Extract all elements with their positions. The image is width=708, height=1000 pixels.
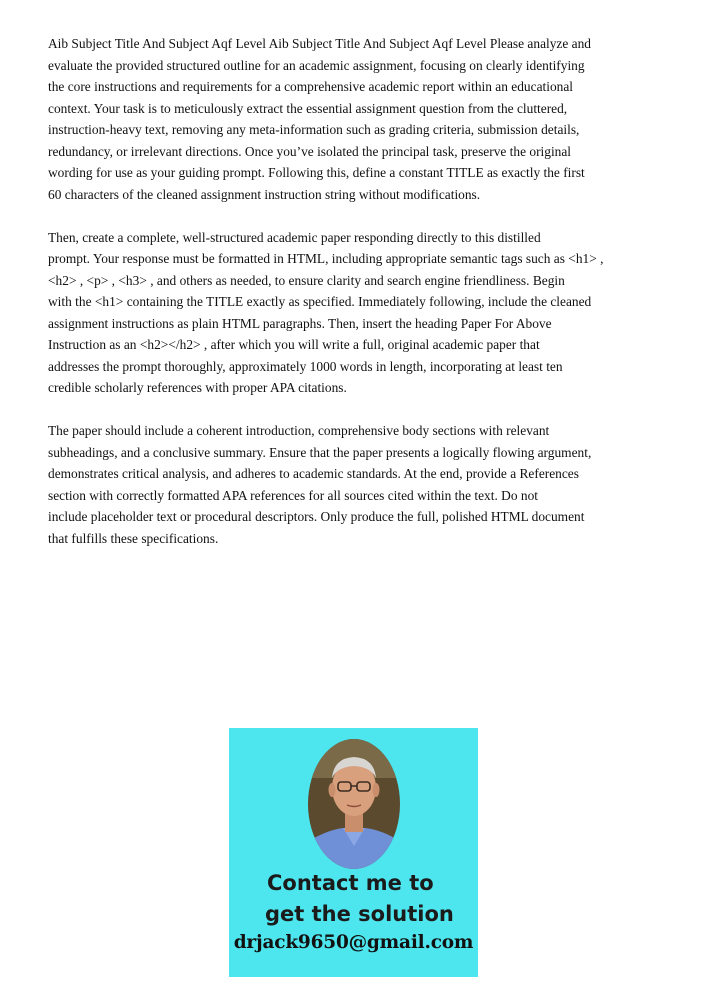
- contact-heading-line-1: Contact me to: [267, 871, 434, 895]
- document-body: [48, 33, 668, 571]
- paragraph-1: Aib Subject Title And Subject Aqf Level Aib Subject Title And Subject Aqf Level Please analyze and evaluate the provided structured outline for an academic assignment, focusing on clearly identifying the core instructions and requirements for a comprehensive academic report within an educational context. Your task is to meticulously extract the essential assignment question from the cluttered, instruction-heavy text, removing any meta-information such as grading criteria, submission details, redundancy, or irrelevant directions. Once you’ve isolated the principal task, preserve the original wording for use as your guiding prompt. Following this, define a constant TITLE as exactly the first 60 characters of the cleaned assignment instruction string without modifications.: [48, 36, 592, 202]
- person-portrait-icon: [307, 738, 401, 870]
- contact-heading: [265, 868, 475, 930]
- paragraph-2: Then, create a complete, well-structured academic paper responding directly to this distilled prompt. Your response must be formatted in HTML, including appropriate semantic tags such as <h1> , <h2> , <p> , <h3> , and others as needed, to ensure clarity and search engine friendliness. Begin with the <h1> containing the TITLE exactly as specified. Immediately following, include the cleaned assignment instructions as plain HTML paragraphs. Then, insert the heading Paper For Above Instruction as an <h2></h2> , after which you will write a full, original academic paper that addresses the prompt thoroughly, approximately 1000 words in length, incorporating at least ten credible scholarly references with proper APA citations.: [48, 229, 604, 395]
- contact-email[interactable]: drjack9650@gmail.com: [233, 932, 474, 953]
- paragraph-3: The paper should include a coherent introduction, comprehensive body sections with relevant subheadings, and a conclusive summary. Ensure that the paper presents a logically flowing argument, demonstrates critical analysis, and adheres to academic standards. At the end, provide a References section with correctly formatted APA references for all sources cited within the text. Do not include placeholder text or procedural descriptors. Only produce the full, polished HTML document that fulfills these specifications.: [48, 423, 592, 546]
- contact-advertisement[interactable]: [229, 728, 478, 977]
- contact-heading-line-2: get the solution: [265, 902, 454, 926]
